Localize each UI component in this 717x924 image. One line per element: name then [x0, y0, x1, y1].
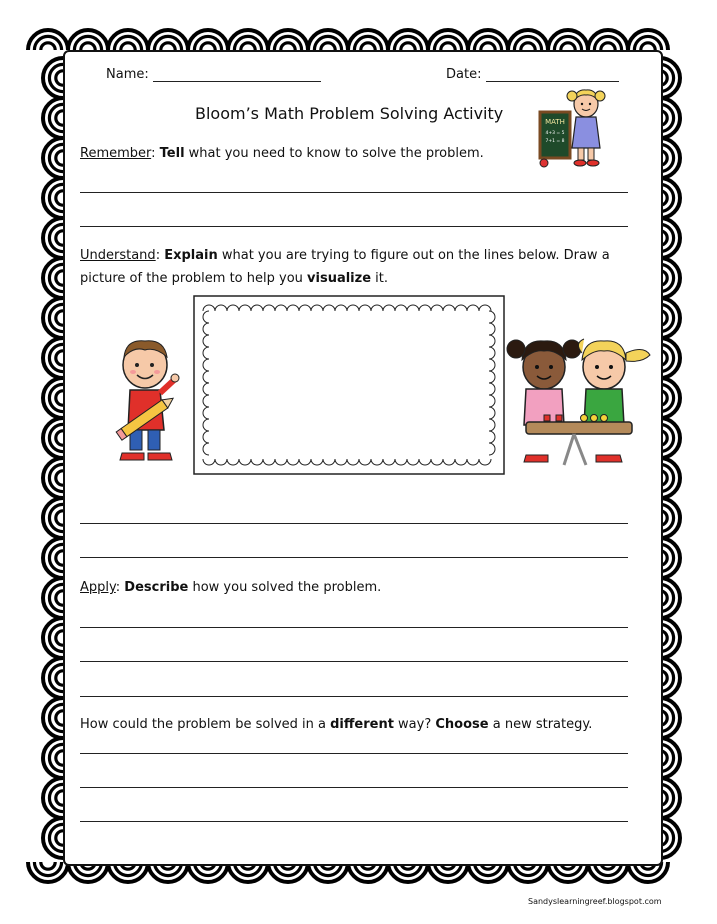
scallop: [43, 138, 63, 178]
understand-line2-start: picture of the problem to help you: [80, 271, 308, 286]
answer-line[interactable]: [80, 192, 628, 193]
different-word: different: [330, 717, 394, 732]
answer-line[interactable]: [80, 627, 628, 628]
scallop: [43, 218, 63, 258]
scallop: [660, 818, 680, 858]
remember-sep: :: [151, 146, 160, 161]
answer-line[interactable]: [80, 696, 628, 697]
apply-prompt: [80, 580, 381, 595]
apply-heading: Apply: [80, 580, 116, 595]
understand-sep: :: [155, 248, 165, 263]
scallop: [548, 30, 588, 50]
scallop: [508, 30, 548, 50]
answer-line[interactable]: [80, 226, 628, 227]
scallop: [268, 30, 308, 50]
scallop: [108, 30, 148, 50]
remember-heading: Remember: [80, 146, 152, 161]
apply-rest: how you solved the problem.: [188, 580, 382, 595]
scallop: [660, 698, 680, 738]
scallop: [43, 658, 63, 698]
scallop: [43, 378, 63, 418]
scallop: [660, 458, 680, 498]
scallop: [43, 538, 63, 578]
scallop: [660, 778, 680, 818]
drawing-box[interactable]: [193, 295, 505, 475]
chalkboard-eq1: 4+3 = 5: [545, 131, 565, 136]
scallop: [43, 458, 63, 498]
answer-line[interactable]: [80, 753, 628, 754]
remember-rest: what you need to know to solve the problem.: [184, 146, 484, 161]
scallop: [43, 818, 63, 858]
scallop: [468, 30, 508, 50]
different-way-prompt: [80, 717, 592, 732]
answer-line[interactable]: [80, 821, 628, 822]
scallop: [660, 538, 680, 578]
different-end: a new strategy.: [488, 717, 593, 732]
scallop: [43, 98, 63, 138]
name-label: Name:: [106, 67, 149, 82]
scallop: [28, 30, 68, 50]
scallop: [308, 30, 348, 50]
scallop: [148, 30, 188, 50]
scallop: [660, 338, 680, 378]
scallop: [43, 338, 63, 378]
date-label: Date:: [446, 67, 482, 82]
visualize-word: visualize: [307, 271, 372, 286]
scallop: [188, 30, 228, 50]
scallop: [660, 378, 680, 418]
date-blank[interactable]: [486, 81, 619, 82]
scallop: [660, 578, 680, 618]
name-blank[interactable]: [153, 81, 321, 82]
answer-line[interactable]: [80, 557, 628, 558]
scallop: [660, 738, 680, 778]
scallop: [28, 862, 68, 882]
choose-word: Choose: [435, 717, 489, 732]
different-start: How could the problem be solved in a: [80, 717, 331, 732]
understand-rest: what you are trying to figure out on the lines below. Draw a: [217, 248, 610, 263]
answer-line[interactable]: [80, 787, 628, 788]
chalkboard-eq2: 7+1 = 8: [545, 139, 565, 144]
understand-prompt-line1: [80, 248, 610, 263]
understand-heading: Understand: [80, 248, 156, 263]
scallop: [43, 498, 63, 538]
scallop: [43, 738, 63, 778]
scallop: [43, 418, 63, 458]
answer-line[interactable]: [80, 523, 628, 524]
scallop: [588, 30, 628, 50]
scallop: [660, 498, 680, 538]
scallop: [43, 778, 63, 818]
remember-prompt: [80, 146, 484, 161]
apply-sep: :: [115, 580, 125, 595]
girls-at-table-illustration: [504, 325, 654, 470]
scallop: [228, 30, 268, 50]
scallop: [68, 30, 108, 50]
scallop: [660, 98, 680, 138]
scallop: [388, 30, 428, 50]
scallop: [660, 658, 680, 698]
scallop: [43, 618, 63, 658]
understand-verb: Explain: [164, 248, 218, 263]
scallop: [348, 30, 388, 50]
scallop: [660, 418, 680, 458]
scallop: [628, 30, 668, 50]
scallop: [660, 218, 680, 258]
apply-verb: Describe: [124, 580, 189, 595]
scallop: [660, 258, 680, 298]
boy-with-pencil-illustration: [112, 335, 187, 470]
scallop: [43, 258, 63, 298]
scallop: [428, 30, 468, 50]
scallop: [660, 138, 680, 178]
scallop: [43, 298, 63, 338]
scallop: [43, 178, 63, 218]
footer-credit: Sandyslearningreef.blogspot.com: [528, 897, 662, 906]
girl-chalkboard-illustration: [538, 86, 608, 168]
understand-prompt-line2: [80, 271, 388, 286]
understand-line2-end: it.: [371, 271, 389, 286]
chalkboard-title: MATH: [545, 118, 565, 126]
scallop: [43, 578, 63, 618]
scallop: [43, 58, 63, 98]
page-title: Bloom’s Math Problem Solving Activity: [195, 104, 504, 123]
different-mid: way?: [393, 717, 436, 732]
answer-line[interactable]: [80, 661, 628, 662]
scallop: [660, 618, 680, 658]
scallop: [660, 178, 680, 218]
scallop: [660, 58, 680, 98]
scallop: [43, 698, 63, 738]
remember-verb: Tell: [159, 146, 185, 161]
